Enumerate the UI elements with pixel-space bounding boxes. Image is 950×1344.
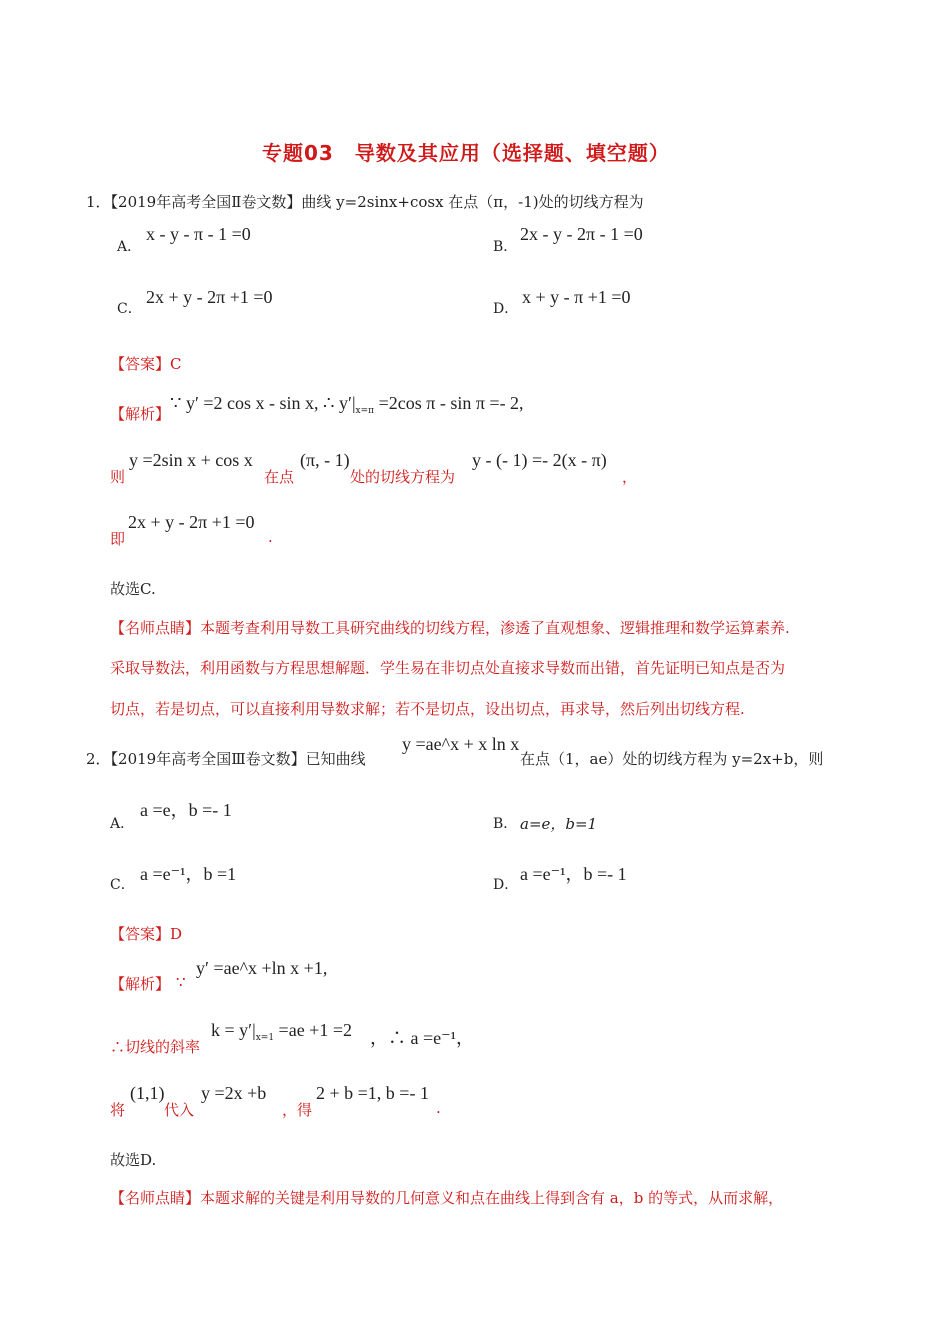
analysis-tag: 【解析】 [110,975,171,993]
analysis-expr-tail: =2cos π - sin π =- 2, [374,393,524,413]
tip-tag: 【名师点睛】 [110,1189,201,1207]
zaidian-text: 在点 [264,468,295,486]
option-a-expr: a =e，b =- 1 [140,800,232,820]
tip-tag: 【名师点睛】 [110,619,201,637]
option-a-label: A． [117,239,142,255]
comma: ， [622,468,638,486]
analysis-expr: ∵ y′ =2 cos x - sin x, ∴ y′| [170,393,356,413]
tip-text: 本题考查利用导数工具研究曲线的切线方程，渗透了直观想象、逻辑推理和数学运算素养. [200,619,790,637]
option-a-expr: x - y - π - 1 =0 [146,224,251,244]
option-c-label: C． [110,877,135,893]
option-c-label: C． [117,301,142,317]
option-d-label: D． [493,877,519,893]
option-d-expr: a =e⁻¹，b =- 1 [520,864,627,884]
answer-tag: 【答案】 [110,925,171,943]
slope-text: ∴切线的斜率 [110,1038,201,1056]
point-expr: (π, - 1) [300,450,350,470]
derivative-expr: y′ =ae^x +ln x +1, [196,958,328,978]
ji-text: 即 [110,530,126,548]
because-symbol: ∵ [176,973,186,991]
question-2-answer [110,923,182,944]
tip-text: 本题求解的关键是利用导数的几何意义和点在曲线上得到含有 a，b 的等式，从而求解， [200,1189,784,1207]
slope-subscript: x=1 [255,1033,275,1043]
question-1-conclusion: 故选C. [110,580,156,598]
option-c-expr: 2x + y - 2π +1 =0 [146,287,273,307]
a-value-expr: ，∴ a =e⁻¹， [370,1028,475,1048]
answer-value: C [170,355,182,373]
option-b-label: B． [493,239,518,255]
answer-value: D [170,925,183,943]
option-d-expr: x + y - π +1 =0 [522,287,631,307]
question-1-tip-line-2: 采取导数法，利用函数与方程思想解题．学生易在非切点处直接求导数而出错，首先证明已知点是否为 [110,659,786,677]
option-d-label: D． [493,301,519,317]
option-c-expr: a =e⁻¹，b =1 [140,864,237,884]
option-a-label: A． [110,816,135,832]
analysis-subscript: x=π [355,406,375,416]
answer-tag: 【答案】 [110,355,171,373]
jiang-text: 将 [110,1101,126,1119]
stem-curve-expr: y =ae^x + x ln x [402,734,520,754]
ze-text: 则 [110,468,126,486]
de-text: ，得 [282,1101,313,1119]
period: . [268,528,273,546]
period: . [436,1099,441,1117]
tangent-equation: y - (- 1) =- 2(x - π) [472,450,607,470]
slope-expr: k = y′| [211,1020,256,1040]
option-b-expr: 2x - y - 2π - 1 =0 [520,224,643,244]
analysis-tag: 【解析】 [110,405,171,423]
question-1-tip-line-3: 切点，若是切点，可以直接利用导数求解；若不是切点，设出切点，再求导，然后列出切线方程. [110,700,745,718]
final-equation: 2x + y - 2π +1 =0 [128,512,255,532]
question-1-answer [110,353,182,374]
question-1-analysis-line-1 [110,393,524,423]
stem-pre: 2．【2019年高考全国Ⅲ卷文数】已知曲线 [86,750,366,768]
question-1-tip-line-1 [110,617,790,638]
dairu-text: 代入 [164,1101,195,1119]
curve-expr: y =2sin x + cos x [129,450,253,470]
line-expr: y =2x +b [201,1083,267,1103]
point-expr: (1,1) [130,1083,165,1103]
slope-expr-tail: =ae +1 =2 [274,1020,352,1040]
tangent-text: 处的切线方程为 [350,468,456,486]
question-2-tip-line-1 [110,1187,783,1208]
stem-post: 在点（1，ae）处的切线方程为 y=2x+b，则 [520,750,824,768]
question-2-conclusion: 故选D. [110,1151,157,1169]
question-1-stem: 1．【2019年高考全国Ⅱ卷文数】曲线 y=2sinx+cosx 在点（π，-1)处的切线方程为 [86,193,644,211]
option-b-expr: a=e，b=1 [520,815,598,833]
result-expr: 2 + b =1, b =- 1 [316,1083,429,1103]
page-title: 专题03 导数及其应用（选择题、填空题） [262,141,670,165]
option-b-label: B． [493,816,518,832]
slope-expr-group [211,1020,352,1043]
